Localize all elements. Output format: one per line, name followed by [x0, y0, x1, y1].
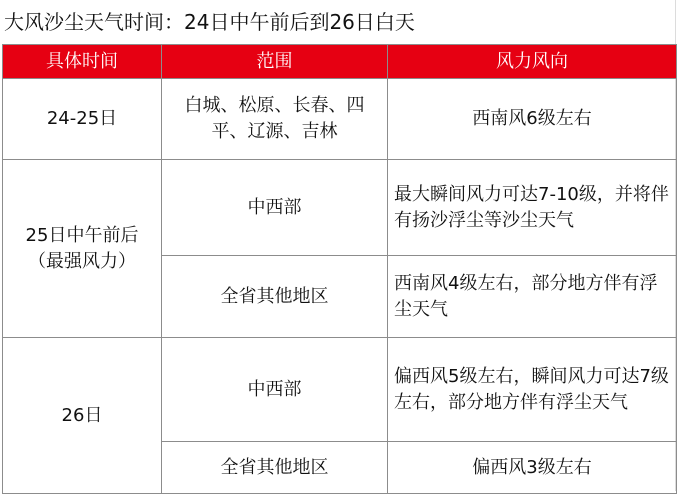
table-row [3, 160, 677, 256]
sheet-title[interactable]: 大风沙尘天气时间：24日中午前后到26日白天 [4, 10, 415, 34]
header-wind[interactable]: 风力风向 [388, 45, 677, 79]
weather-table [2, 44, 677, 494]
header-area[interactable]: 范围 [162, 45, 388, 79]
cell-time[interactable]: 25日中午前后（最强风力） [3, 160, 162, 338]
header-row [3, 45, 677, 79]
cell-time[interactable]: 26日 [3, 338, 162, 494]
cell-area[interactable]: 全省其他地区 [162, 442, 388, 494]
cell-time[interactable]: 24-25日 [3, 79, 162, 160]
cell-wind[interactable]: 偏西风5级左右，瞬间风力可达7级左右，部分地方伴有浮尘天气 [388, 338, 677, 442]
table-row [3, 79, 677, 160]
cell-area[interactable]: 中西部 [162, 160, 388, 256]
cell-wind[interactable]: 偏西风3级左右 [388, 442, 677, 494]
cell-wind[interactable]: 西南风4级左右，部分地方伴有浮尘天气 [388, 256, 677, 338]
cell-area[interactable]: 中西部 [162, 338, 388, 442]
table-row [3, 338, 677, 442]
cell-area[interactable]: 全省其他地区 [162, 256, 388, 338]
cell-wind[interactable]: 最大瞬间风力可达7-10级，并将伴有扬沙浮尘等沙尘天气 [388, 160, 677, 256]
cell-area[interactable]: 白城、松原、长春、四平、辽源、吉林 [162, 79, 388, 160]
header-time[interactable]: 具体时间 [3, 45, 162, 79]
cell-wind[interactable]: 西南风6级左右 [388, 79, 677, 160]
